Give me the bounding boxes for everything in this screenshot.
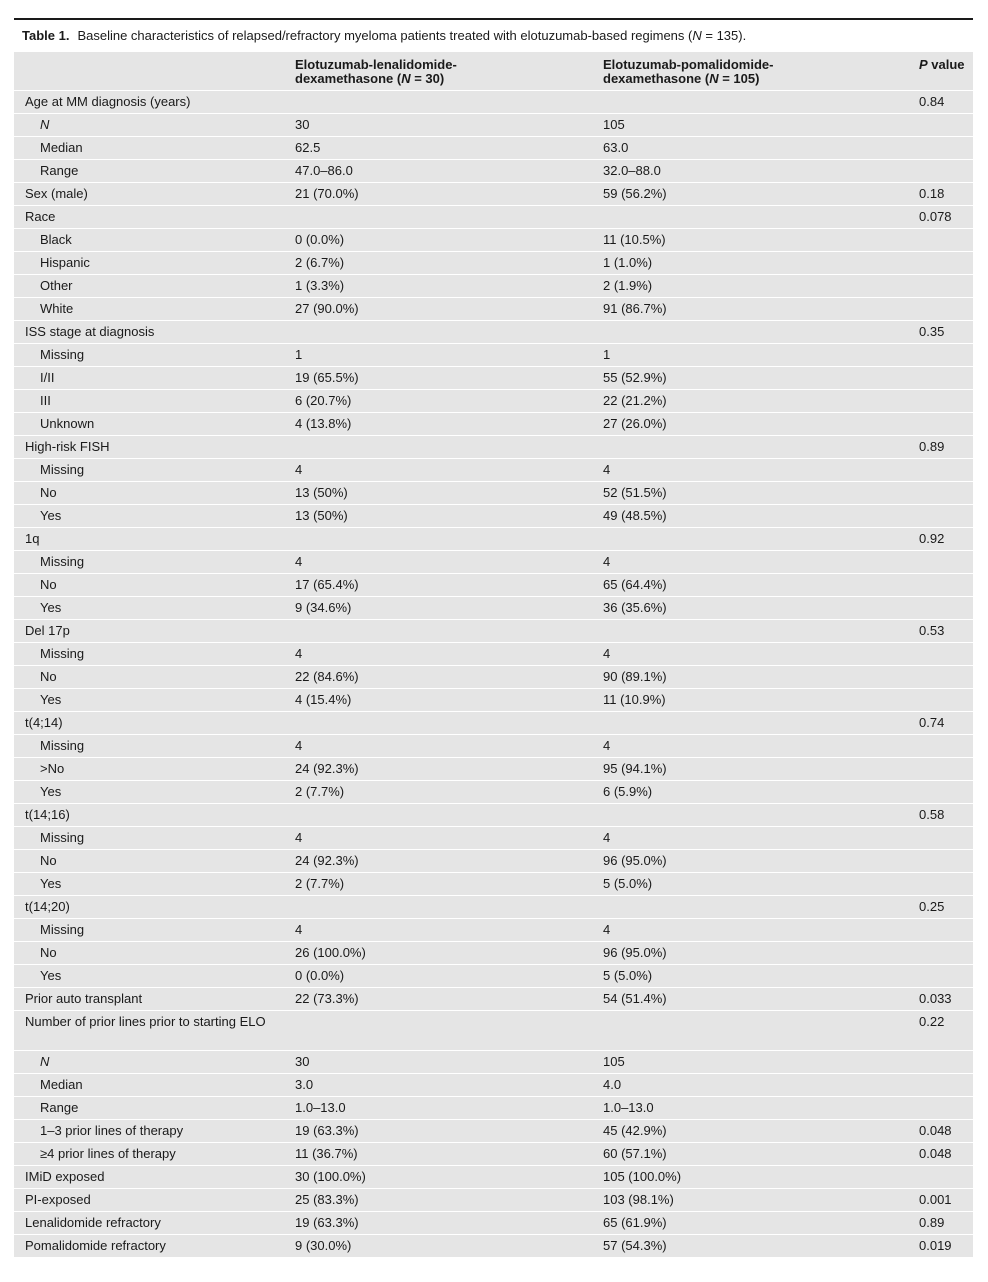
cell-p-value bbox=[908, 1051, 973, 1073]
cell-elp bbox=[592, 1011, 908, 1050]
cell-elp: 4 bbox=[603, 462, 611, 477]
cell-elp: 91 (86.7%) bbox=[603, 301, 667, 316]
cell-p-value: 0.048 bbox=[919, 1123, 952, 1138]
row-label: Yes bbox=[40, 692, 62, 707]
cell-p-value bbox=[908, 505, 973, 527]
cell-elp: 36 (35.6%) bbox=[603, 600, 667, 615]
cell-elr bbox=[284, 91, 592, 113]
cell-p-value bbox=[908, 965, 973, 987]
cell-elp: 22 (21.2%) bbox=[603, 393, 667, 408]
cell-elp: 65 (64.4%) bbox=[603, 577, 667, 592]
row-label: 1q bbox=[25, 531, 40, 546]
cell-elp: 55 (52.9%) bbox=[603, 370, 667, 385]
table-row bbox=[14, 827, 973, 849]
row-label: Black bbox=[40, 232, 72, 247]
cell-p-value bbox=[908, 482, 973, 504]
row-label: t(14;16) bbox=[25, 807, 70, 822]
row-label: Range bbox=[40, 163, 79, 178]
cell-p-value bbox=[908, 298, 973, 320]
row-label: Missing bbox=[40, 738, 85, 753]
cell-elp: 27 (26.0%) bbox=[603, 416, 667, 431]
cell-elp: 45 (42.9%) bbox=[603, 1123, 667, 1138]
table-row bbox=[14, 988, 973, 1010]
cell-elp bbox=[592, 620, 908, 642]
row-label: I/II bbox=[40, 370, 55, 385]
row-label: t(4;14) bbox=[25, 715, 63, 730]
table-row bbox=[14, 758, 973, 780]
table-row bbox=[14, 160, 973, 182]
table-row bbox=[14, 1235, 973, 1257]
table-row bbox=[14, 919, 973, 941]
cell-elp: 5 (5.0%) bbox=[603, 968, 653, 983]
cell-elr: 47.0–86.0 bbox=[295, 163, 353, 178]
cell-elp: 105 bbox=[603, 117, 625, 132]
cell-elr bbox=[284, 321, 592, 343]
cell-elr: 9 (30.0%) bbox=[295, 1238, 352, 1253]
cell-elr: 0 (0.0%) bbox=[295, 232, 345, 247]
row-label: Yes bbox=[40, 508, 62, 523]
caption-text-before: Baseline characteristics of relapsed/refractory myeloma patients treated with elotuzumab-based regimens ( bbox=[77, 28, 693, 43]
cell-p-value bbox=[908, 229, 973, 251]
cell-p-value bbox=[908, 919, 973, 941]
cell-elp bbox=[592, 804, 908, 826]
table-row bbox=[14, 321, 973, 343]
cell-elr: 13 (50%) bbox=[295, 485, 348, 500]
table-row bbox=[14, 1051, 973, 1073]
cell-elr: 30 bbox=[295, 1054, 310, 1069]
cell-p-value: 0.033 bbox=[919, 991, 952, 1006]
cell-p-value bbox=[908, 275, 973, 297]
row-label: ≥4 prior lines of therapy bbox=[40, 1146, 176, 1161]
row-label: t(14;20) bbox=[25, 899, 70, 914]
cell-p-value bbox=[908, 735, 973, 757]
table-row bbox=[14, 344, 973, 366]
cell-elr bbox=[284, 1011, 592, 1050]
cell-elp: 95 (94.1%) bbox=[603, 761, 667, 776]
table-row bbox=[14, 275, 973, 297]
cell-p-value bbox=[908, 1166, 973, 1188]
cell-elp: 5 (5.0%) bbox=[603, 876, 653, 891]
cell-p-value: 0.89 bbox=[919, 1215, 945, 1230]
cell-elr: 30 bbox=[295, 117, 310, 132]
cell-elr: 17 (65.4%) bbox=[295, 577, 359, 592]
cell-elp: 4 bbox=[603, 738, 611, 753]
cell-elr: 4 bbox=[295, 462, 303, 477]
cell-elr: 19 (65.5%) bbox=[295, 370, 359, 385]
cell-elr: 62.5 bbox=[295, 140, 321, 155]
cell-p-value: 0.89 bbox=[919, 439, 945, 454]
cell-elr: 22 (84.6%) bbox=[295, 669, 359, 684]
table-row bbox=[14, 137, 973, 159]
cell-elr: 19 (63.3%) bbox=[295, 1123, 359, 1138]
header-characteristic bbox=[14, 52, 284, 90]
header-elr-n: N bbox=[401, 71, 411, 86]
cell-p-value bbox=[908, 413, 973, 435]
cell-elr: 24 (92.3%) bbox=[295, 761, 359, 776]
cell-elr: 2 (7.7%) bbox=[295, 876, 345, 891]
cell-p-value bbox=[908, 114, 973, 136]
table-row bbox=[14, 689, 973, 711]
table-row bbox=[14, 804, 973, 826]
cell-elr: 4 bbox=[295, 830, 303, 845]
row-label: Missing bbox=[40, 922, 85, 937]
row-label: 1–3 prior lines of therapy bbox=[40, 1123, 184, 1138]
cell-elr: 26 (100.0%) bbox=[295, 945, 366, 960]
table-row bbox=[14, 1011, 973, 1050]
row-label: Other bbox=[40, 278, 73, 293]
cell-elr: 1 (3.3%) bbox=[295, 278, 345, 293]
cell-elr: 27 (90.0%) bbox=[295, 301, 359, 316]
cell-elr bbox=[284, 804, 592, 826]
header-elr bbox=[284, 52, 592, 90]
caption-text-after: = 135). bbox=[701, 28, 747, 43]
table-row bbox=[14, 1143, 973, 1165]
cell-elr: 4 bbox=[295, 738, 303, 753]
table-row bbox=[14, 459, 973, 481]
header-elr-line2-prefix: dexamethasone ( bbox=[295, 71, 402, 86]
table-row bbox=[14, 620, 973, 642]
row-label: Del 17p bbox=[25, 623, 70, 638]
table-row bbox=[14, 482, 973, 504]
cell-elp: 60 (57.1%) bbox=[603, 1146, 667, 1161]
header-row bbox=[14, 52, 973, 90]
cell-p-value: 0.048 bbox=[919, 1146, 952, 1161]
cell-elp: 105 (100.0%) bbox=[603, 1169, 682, 1184]
row-label: Missing bbox=[40, 462, 85, 477]
row-label: Missing bbox=[40, 830, 85, 845]
cell-elp: 65 (61.9%) bbox=[603, 1215, 667, 1230]
header-elr-line1: Elotuzumab-lenalidomide- bbox=[295, 57, 457, 72]
row-label: White bbox=[40, 301, 74, 316]
row-label: Yes bbox=[40, 876, 62, 891]
cell-elp: 96 (95.0%) bbox=[603, 945, 667, 960]
table-row bbox=[14, 597, 973, 619]
cell-elr: 22 (73.3%) bbox=[295, 991, 359, 1006]
table-row bbox=[14, 1074, 973, 1096]
cell-elr bbox=[284, 896, 592, 918]
cell-p-value: 0.58 bbox=[919, 807, 945, 822]
row-label: Missing bbox=[40, 646, 85, 661]
top-rule bbox=[14, 18, 973, 20]
table-row bbox=[14, 574, 973, 596]
cell-elp: 1.0–13.0 bbox=[603, 1100, 654, 1115]
table-row bbox=[14, 942, 973, 964]
table-row bbox=[14, 367, 973, 389]
cell-p-value bbox=[908, 643, 973, 665]
cell-elp: 11 (10.9%) bbox=[603, 692, 666, 707]
row-label: Age at MM diagnosis (years) bbox=[25, 94, 191, 109]
table-row bbox=[14, 1212, 973, 1234]
cell-p-value bbox=[908, 1074, 973, 1096]
row-label: No bbox=[40, 945, 57, 960]
table-row bbox=[14, 229, 973, 251]
cell-p-value bbox=[908, 666, 973, 688]
row-label: IMiD exposed bbox=[25, 1169, 105, 1184]
cell-elp: 4 bbox=[603, 922, 611, 937]
cell-p-value: 0.22 bbox=[919, 1014, 945, 1029]
row-label: Hispanic bbox=[40, 255, 90, 270]
table-row bbox=[14, 206, 973, 228]
cell-elr: 4 (15.4%) bbox=[295, 692, 352, 707]
row-label: No bbox=[40, 853, 57, 868]
cell-elp: 1 bbox=[603, 347, 611, 362]
cell-elp: 4.0 bbox=[603, 1077, 622, 1092]
cell-p-value bbox=[908, 758, 973, 780]
cell-p-value: 0.25 bbox=[919, 899, 945, 914]
table-row bbox=[14, 1189, 973, 1211]
cell-elr bbox=[284, 528, 592, 550]
row-label: Range bbox=[40, 1100, 79, 1115]
cell-p-value bbox=[908, 942, 973, 964]
row-label: III bbox=[40, 393, 51, 408]
header-elp-line2-suffix: = 105) bbox=[718, 71, 760, 86]
cell-elp: 11 (10.5%) bbox=[603, 232, 666, 247]
row-label: Yes bbox=[40, 600, 62, 615]
caption-n-symbol: N bbox=[692, 28, 702, 43]
header-p-value bbox=[908, 52, 973, 90]
cell-elp: 63.0 bbox=[603, 140, 629, 155]
table-row bbox=[14, 896, 973, 918]
cell-p-value bbox=[908, 459, 973, 481]
cell-p-value bbox=[908, 597, 973, 619]
row-label: Yes bbox=[40, 968, 62, 983]
row-label: No bbox=[40, 577, 57, 592]
cell-p-value: 0.84 bbox=[919, 94, 945, 109]
baseline-characteristics-table bbox=[14, 51, 973, 1258]
cell-elr: 9 (34.6%) bbox=[295, 600, 352, 615]
table-row bbox=[14, 298, 973, 320]
cell-p-value bbox=[908, 390, 973, 412]
table-label: Table 1. bbox=[22, 28, 70, 43]
table-row bbox=[14, 873, 973, 895]
cell-elp bbox=[592, 436, 908, 458]
cell-p-value bbox=[908, 252, 973, 274]
table-row bbox=[14, 114, 973, 136]
row-label: Pomalidomide refractory bbox=[25, 1238, 166, 1253]
cell-elr: 13 (50%) bbox=[295, 508, 348, 523]
table-row bbox=[14, 850, 973, 872]
cell-elr: 1 bbox=[295, 347, 303, 362]
row-label: >No bbox=[40, 761, 65, 776]
cell-elr: 3.0 bbox=[295, 1077, 314, 1092]
row-label: Prior auto transplant bbox=[25, 991, 143, 1006]
cell-p-value bbox=[908, 850, 973, 872]
row-label: Race bbox=[25, 209, 56, 224]
cell-elr: 25 (83.3%) bbox=[295, 1192, 359, 1207]
cell-p-value bbox=[908, 689, 973, 711]
cell-p-value bbox=[908, 781, 973, 803]
table-row bbox=[14, 735, 973, 757]
row-label: Median bbox=[40, 1077, 83, 1092]
cell-elr: 4 bbox=[295, 646, 303, 661]
cell-elp: 4 bbox=[603, 830, 611, 845]
cell-elp: 49 (48.5%) bbox=[603, 508, 667, 523]
table-body bbox=[14, 91, 973, 1257]
cell-p-value: 0.74 bbox=[919, 715, 945, 730]
cell-p-value bbox=[908, 1097, 973, 1119]
cell-elr: 4 bbox=[295, 554, 303, 569]
row-label: N bbox=[40, 1054, 50, 1069]
cell-p-value bbox=[908, 873, 973, 895]
table-row bbox=[14, 528, 973, 550]
header-p-rest: value bbox=[927, 57, 965, 72]
cell-elr bbox=[284, 436, 592, 458]
table-row bbox=[14, 965, 973, 987]
row-label: No bbox=[40, 485, 57, 500]
cell-elr: 4 (13.8%) bbox=[295, 416, 352, 431]
cell-elr: 11 (36.7%) bbox=[295, 1146, 358, 1161]
cell-elp: 105 bbox=[603, 1054, 625, 1069]
table-row bbox=[14, 436, 973, 458]
table-row bbox=[14, 1097, 973, 1119]
cell-p-value: 0.35 bbox=[919, 324, 945, 339]
row-label: Missing bbox=[40, 347, 85, 362]
cell-elr bbox=[284, 206, 592, 228]
table-row bbox=[14, 183, 973, 205]
row-label: Unknown bbox=[40, 416, 95, 431]
cell-elp: 1 (1.0%) bbox=[603, 255, 653, 270]
cell-elp: 90 (89.1%) bbox=[603, 669, 667, 684]
cell-elp: 57 (54.3%) bbox=[603, 1238, 667, 1253]
table-row bbox=[14, 1166, 973, 1188]
header-elp-n: N bbox=[709, 71, 719, 86]
cell-p-value bbox=[908, 827, 973, 849]
cell-elr: 19 (63.3%) bbox=[295, 1215, 359, 1230]
cell-p-value bbox=[908, 551, 973, 573]
table-row bbox=[14, 505, 973, 527]
row-label: Sex (male) bbox=[25, 186, 88, 201]
table-row bbox=[14, 551, 973, 573]
cell-p-value: 0.18 bbox=[919, 186, 945, 201]
row-label: No bbox=[40, 669, 57, 684]
cell-elp bbox=[592, 321, 908, 343]
row-label: Lenalidomide refractory bbox=[25, 1215, 161, 1230]
table-row bbox=[14, 712, 973, 734]
cell-elr: 24 (92.3%) bbox=[295, 853, 359, 868]
cell-p-value: 0.001 bbox=[919, 1192, 952, 1207]
table-row bbox=[14, 1120, 973, 1142]
cell-elp: 103 (98.1%) bbox=[603, 1192, 674, 1207]
cell-p-value bbox=[908, 574, 973, 596]
cell-elp bbox=[592, 712, 908, 734]
row-label: Number of prior lines prior to starting ELO bbox=[25, 1014, 266, 1029]
cell-elp bbox=[592, 528, 908, 550]
cell-p-value: 0.078 bbox=[919, 209, 952, 224]
table-row bbox=[14, 91, 973, 113]
row-label: PI-exposed bbox=[25, 1192, 91, 1207]
cell-elp: 32.0–88.0 bbox=[603, 163, 661, 178]
cell-elp: 4 bbox=[603, 646, 611, 661]
row-label: N bbox=[40, 117, 50, 132]
cell-elp: 6 (5.9%) bbox=[603, 784, 653, 799]
header-elp-line1: Elotuzumab-pomalidomide- bbox=[603, 57, 774, 72]
cell-elp: 96 (95.0%) bbox=[603, 853, 667, 868]
row-label: Missing bbox=[40, 554, 85, 569]
cell-elp bbox=[592, 896, 908, 918]
table-caption bbox=[22, 27, 746, 44]
cell-p-value: 0.92 bbox=[919, 531, 945, 546]
table-row bbox=[14, 781, 973, 803]
cell-elp bbox=[592, 91, 908, 113]
cell-elr bbox=[284, 620, 592, 642]
header-elp bbox=[592, 52, 908, 90]
cell-elr: 21 (70.0%) bbox=[295, 186, 359, 201]
header-elr-line2-suffix: = 30) bbox=[410, 71, 445, 86]
cell-elp bbox=[592, 206, 908, 228]
cell-p-value bbox=[908, 344, 973, 366]
row-label: High-risk FISH bbox=[25, 439, 110, 454]
table-row bbox=[14, 413, 973, 435]
cell-elr: 30 (100.0%) bbox=[295, 1169, 366, 1184]
cell-p-value bbox=[908, 137, 973, 159]
table-row bbox=[14, 390, 973, 412]
table-row bbox=[14, 252, 973, 274]
cell-elp: 59 (56.2%) bbox=[603, 186, 667, 201]
table-row bbox=[14, 666, 973, 688]
cell-elr: 2 (7.7%) bbox=[295, 784, 345, 799]
cell-elp: 52 (51.5%) bbox=[603, 485, 667, 500]
cell-elr: 1.0–13.0 bbox=[295, 1100, 346, 1115]
cell-p-value bbox=[908, 160, 973, 182]
cell-elr: 0 (0.0%) bbox=[295, 968, 345, 983]
row-label: Yes bbox=[40, 784, 62, 799]
cell-p-value: 0.019 bbox=[919, 1238, 952, 1253]
row-label: Median bbox=[40, 140, 83, 155]
cell-elr: 2 (6.7%) bbox=[295, 255, 345, 270]
row-label: ISS stage at diagnosis bbox=[25, 324, 155, 339]
cell-elr bbox=[284, 712, 592, 734]
header-elp-line2-prefix: dexamethasone ( bbox=[603, 71, 710, 86]
cell-p-value bbox=[908, 367, 973, 389]
cell-elp: 2 (1.9%) bbox=[603, 278, 653, 293]
cell-elr: 6 (20.7%) bbox=[295, 393, 352, 408]
cell-p-value: 0.53 bbox=[919, 623, 945, 638]
header-p-symbol: P bbox=[919, 57, 928, 72]
cell-elp: 54 (51.4%) bbox=[603, 991, 667, 1006]
cell-elr: 4 bbox=[295, 922, 303, 937]
table-row bbox=[14, 643, 973, 665]
cell-elp: 4 bbox=[603, 554, 611, 569]
